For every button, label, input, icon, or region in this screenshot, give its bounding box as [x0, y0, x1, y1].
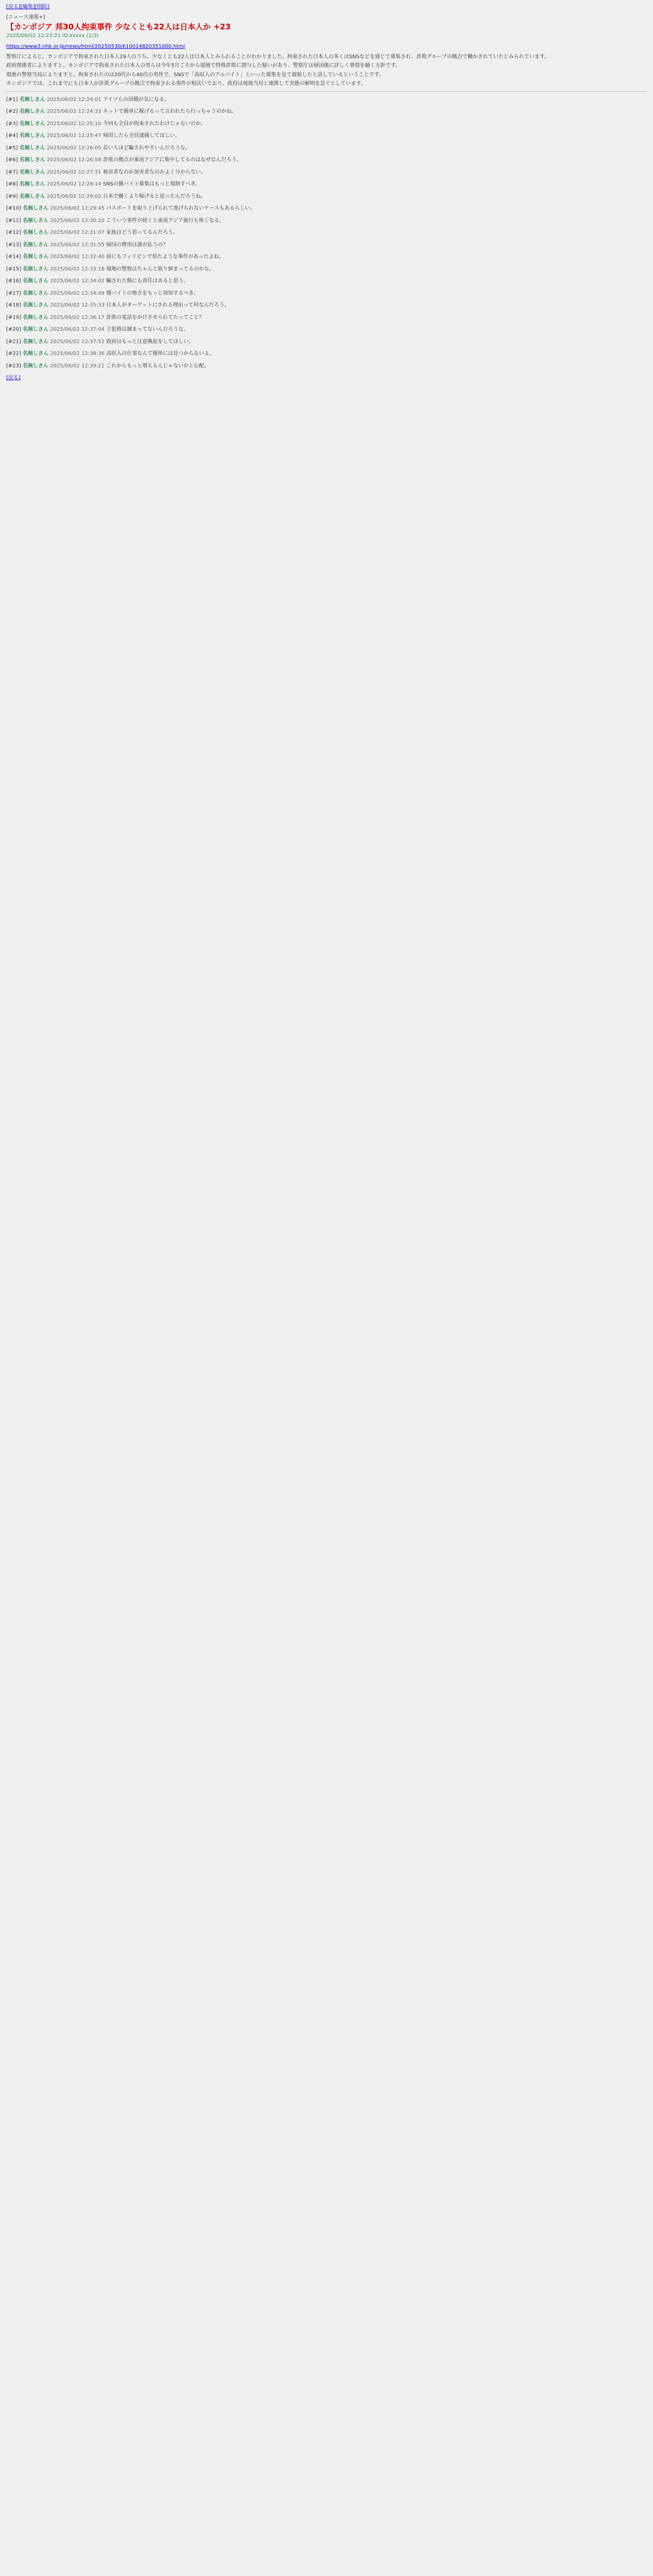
post [6, 362, 647, 370]
article-paragraph: 政府関係者によりますと、カンボジアで拘束された日本人の男らは今年5月ごろから現地で特殊詐欺に関与した疑いがあり、警察庁は帰国後に詳しく事情を聴く方針です。 [6, 63, 401, 69]
post-body: 騙された側にも責任はあると思う。 [106, 278, 189, 284]
post-body: アイツらの国籍が気になる。 [102, 96, 169, 103]
post-body: これからもっと増えるんじゃないかと心配。 [106, 363, 210, 369]
post-body: 主犯格は捕まってないんだろうな。 [106, 327, 189, 333]
post-body: パスポートを取り上げられて逃げられないケースもあるらしい。 [106, 206, 255, 212]
post [6, 314, 647, 322]
post-body: 政府はもっと注意喚起をしてほしい。 [106, 338, 194, 345]
post-author: 名無しさん [19, 133, 45, 139]
post-date: 2025/06/02 12:29:45 [50, 206, 105, 212]
post-author: 名無しさん [23, 351, 49, 357]
thread-title [6, 22, 647, 32]
post [6, 193, 647, 201]
post-number[interactable]: [#14] [6, 254, 21, 260]
post-number[interactable]: [#7] [6, 169, 18, 175]
title-prefix: 【 [6, 22, 14, 31]
post [6, 241, 647, 249]
post-body: 詐欺の拠点が東南アジアに集中してるのはなぜなんだろう。 [102, 157, 242, 163]
post-number[interactable]: [#13] [6, 242, 21, 248]
post-number[interactable]: [#17] [6, 290, 21, 296]
post-date: 2025/06/02 12:27:31 [46, 169, 101, 175]
post-author: 名無しさん [23, 230, 49, 236]
post-date: 2025/06/02 12:32:40 [50, 254, 105, 260]
title-count: +23 [213, 22, 231, 31]
post-body: 若い人ほど騙されやすいんだろうな。 [102, 145, 191, 151]
post-date: 2025/06/02 12:25:10 [46, 121, 101, 127]
post-date: 2025/06/02 12:31:07 [50, 230, 105, 236]
post-author: 名無しさん [19, 181, 45, 188]
article-paragraph: カンボジアでは、これまでにも日本人が詐欺グループの拠点で拘束される事件が相次いでおり、政府は現地当局と連携して実態の解明を急ぐとしています。 [6, 81, 366, 87]
post [6, 108, 647, 116]
post-number[interactable]: [#16] [6, 278, 21, 284]
post-date: 2025/06/02 12:28:14 [46, 181, 101, 188]
thread-meta [6, 32, 647, 40]
post-body: 日本人がターゲットにされる理由って何なんだろう。 [106, 302, 230, 309]
post-number[interactable]: [#19] [6, 314, 21, 320]
post [6, 96, 647, 104]
post [6, 168, 647, 177]
post-number[interactable]: [#10] [6, 206, 21, 212]
post [6, 144, 647, 152]
post-author: 名無しさん [23, 266, 49, 272]
post [6, 290, 647, 298]
post [6, 205, 647, 213]
post [6, 326, 647, 334]
post-body: 家族はどう思ってるんだろう。 [106, 230, 179, 236]
post-body: 被害者なのか加害者なのかよく分からない。 [102, 169, 206, 175]
post-number[interactable]: [#23] [6, 363, 21, 369]
post [6, 156, 647, 164]
post [6, 265, 647, 274]
post-number[interactable]: [#20] [6, 327, 21, 333]
post-number[interactable]: [#15] [6, 266, 21, 272]
post-body: 帰国の費用は誰が払うの？ [106, 242, 168, 248]
post-body: SNSの闇バイト募集はもっと規制すべき。 [102, 181, 201, 188]
post-author: 名無しさん [23, 278, 49, 284]
post-body: 高収入の仕事なんて簡単には見つからないよ。 [106, 351, 215, 357]
post-author: 名無しさん [23, 254, 49, 260]
post [6, 180, 647, 189]
post-body: こういう事件が続くと東南アジア旅行も怖くなる。 [106, 217, 225, 224]
post-number[interactable]: [#5] [6, 145, 18, 151]
post-body: ネットで簡単に稼げるって言われたら行っちゃうのかね。 [102, 109, 237, 115]
post-body: 今回も全員が拘束されたわけじゃないのか。 [102, 121, 206, 127]
post-date: 2025/06/02 12:24:33 [46, 109, 101, 115]
post-date: 2025/06/02 12:39:21 [50, 363, 105, 369]
post-author: 名無しさん [23, 302, 49, 309]
post-author: 名無しさん [23, 206, 49, 212]
post-date: 2025/06/02 12:30:20 [50, 217, 105, 224]
post-number[interactable]: [#18] [6, 302, 21, 309]
post [6, 350, 647, 358]
post-author: 名無しさん [19, 157, 45, 163]
post-body: 詐欺の電話をかけさせられてたってこと？ [106, 314, 204, 320]
post-author: 名無しさん [19, 193, 45, 199]
post [6, 132, 647, 140]
post-number[interactable]: [#4] [6, 133, 18, 139]
post-body: 現地の警察はちゃんと取り締まってるのかな。 [106, 266, 215, 272]
post [6, 217, 647, 225]
post-author: 名無しさん [19, 121, 45, 127]
article-paragraph: 警察庁によると、カンボジアで拘束された日本人29人のうち、少なくとも22人は日本人とみられることがわかりました。拘束された日本人の多くはSNSなどを通じて募集され、詐欺グループの拠点で働かされていたとみられています。 [6, 54, 549, 60]
post-author: 名無しさん [19, 96, 45, 103]
post-date: 2025/06/02 12:34:02 [50, 278, 105, 284]
thread-page: (1/3) [86, 32, 99, 39]
post-date: 2025/06/02 12:25:47 [46, 133, 101, 139]
post-author: 名無しさん [23, 290, 49, 296]
post-date: 2025/06/02 12:37:04 [50, 327, 105, 333]
post-number[interactable]: [#22] [6, 351, 21, 357]
post-number[interactable]: [#12] [6, 230, 21, 236]
post-number[interactable]: [#21] [6, 338, 21, 345]
post-date: 2025/06/02 12:29:02 [46, 193, 101, 199]
post-author: 名無しさん [23, 314, 49, 320]
post [6, 253, 647, 261]
post-date: 2025/06/02 12:33:18 [50, 266, 105, 272]
post-date: 2025/06/02 12:38:36 [50, 351, 105, 357]
post-author: 名無しさん [19, 145, 45, 151]
board-name: [ニュース速報+] [6, 14, 45, 20]
post [6, 301, 647, 310]
post-body: 闇バイトの怖さをもっと周知するべき。 [106, 290, 199, 296]
post-number[interactable]: [#6] [6, 157, 18, 163]
footer-back-link[interactable]: [戻る] [6, 375, 21, 381]
post-number[interactable]: [#2] [6, 109, 18, 115]
post-date: 2025/06/02 12:34:49 [50, 290, 105, 296]
post-number[interactable]: [#1] [6, 96, 18, 103]
post-list [6, 96, 647, 370]
post-date: 2025/06/02 12:31:55 [50, 242, 105, 248]
source-url[interactable]: https://www3.nhk.or.jp/news/html/20250530/k10014820351000.html [6, 44, 185, 50]
article-paragraph: 現地の警察当局によりますと、拘束されたのは20代から40代の男性で、SNSで「高収入のアルバイト」といった募集を見て渡航したと話しているということです。 [6, 72, 384, 78]
post-author: 名無しさん [23, 242, 49, 248]
post [6, 120, 647, 128]
post-body: 前にもフィリピンで似たような事件があったよね。 [106, 254, 225, 260]
article-body [6, 53, 647, 88]
post-number[interactable]: [#9] [6, 193, 18, 199]
post-author: 名無しさん [23, 338, 49, 345]
post-date: 2025/06/02 12:26:05 [46, 145, 101, 151]
post-date: 2025/06/02 12:24:01 [46, 96, 101, 103]
post-author: 名無しさん [19, 169, 45, 175]
post-date: 2025/06/02 12:36:17 [50, 314, 105, 320]
post-author: 名無しさん [23, 327, 49, 333]
post-number[interactable]: [#11] [6, 217, 21, 224]
post-number[interactable]: [#8] [6, 181, 18, 188]
post-number[interactable]: [#3] [6, 121, 18, 127]
post [6, 277, 647, 285]
thread-date: 2025/06/02 12:23:22 ID:xxxxx [6, 32, 85, 39]
post-author: 名無しさん [23, 217, 49, 224]
post-date: 2025/06/02 12:35:33 [50, 302, 105, 309]
page [0, 0, 653, 382]
back-link[interactable]: [戻る][編集][削除] [6, 4, 49, 10]
divider [6, 91, 647, 92]
post-date: 2025/06/02 12:37:52 [50, 338, 105, 345]
post-author: 名無しさん [23, 363, 49, 369]
post-date: 2025/06/02 12:26:58 [46, 157, 101, 163]
post-author: 名無しさん [19, 109, 45, 115]
post [6, 229, 647, 237]
post-body: 日本で働くより稼げると思ったんだろうね。 [102, 193, 206, 199]
post-body: 帰国したら全員逮捕してほしい。 [102, 133, 180, 139]
title-text: カンボジア 邦30人拘束事件 少なくとも22人は日本人か [14, 22, 211, 31]
post [6, 338, 647, 346]
